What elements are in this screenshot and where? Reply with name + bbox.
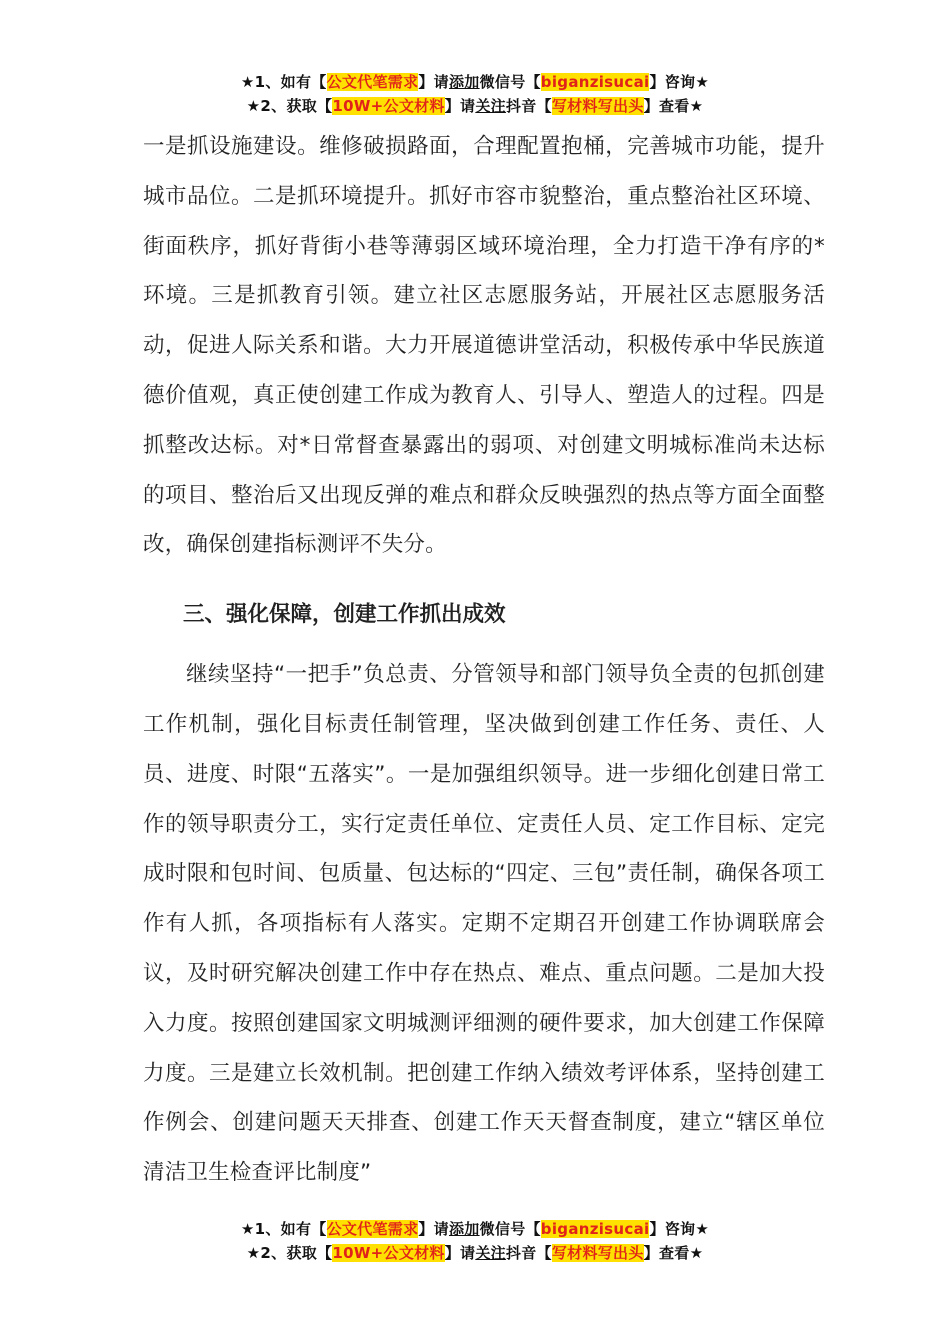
banner-line-2 (0, 94, 950, 118)
spacer (143, 570, 825, 580)
banner-underline: 添加 (448, 73, 480, 91)
banner-text: 】咨询★ (649, 73, 710, 91)
banner-text: 】请 (418, 1220, 449, 1238)
banner-text: 抖音【 (505, 1244, 552, 1262)
douyin-id-highlight: 写材料写出头 (551, 1244, 644, 1262)
banner-text: 】查看★ (643, 97, 704, 115)
banner-text: 】请 (444, 97, 476, 115)
banner-text: 】请 (444, 1244, 476, 1262)
paragraph-1: 一是抓设施建设。维修破损路面，合理配置抱桶，完善城市功能，提升城市品位。二是抓环境提升。抓好市容市貌整治，重点整治社区环境、街面秩序，抓好背街小巷等薄弱区域环境治理，全力打造干净有序的*环境。三是抓教育引领。建立社区志愿服务站，开展社区志愿服务活动，促进人际关系和谐。大力开展道德讲堂活动，积极传承中华民族道德价值观，真正使创建工作成为教育人、引导人、塑造人的过程。四是抓整改达标。对*日常督查暴露出的弱项、对创建文明城标准尚未达标的项目、整治后又出现反弹的难点和群众反映强烈的热点等方面全面整改，确保创建指标测评不失分。 (143, 134, 825, 558)
header-banner (0, 70, 950, 118)
paragraph-2: 继续坚持“一把手”负总责、分管领导和部门领导负全责的包抓创建工作机制，强化目标责任制管理，坚决做到创建工作任务、责任、人员、进度、时限“五落实”。一是加强组织领导。进一步细化创建日常工作的领导职责分工，实行定责任单位、定责任人员、定工作目标、定完成时限和包时间、包质量、包达标的“四定、三包”责任制，确保各项工作有人抓，各项指标有人落实。定期不定期召开创建工作协调联席会议，及时研究解决创建工作中存在热点、难点、重点问题。二是加大投入力度。按照创建国家文明城测评细测的硬件要求，加大创建工作保障力度。三是建立长效机制。把创建工作纳入绩效考评体系，坚持创建工作例会、创建问题天天排查、创建工作天天督查制度，建立“辖区单位清洁卫生检查评比制度” (143, 662, 825, 1186)
banner-highlight: 公文代笔需求 (326, 73, 419, 91)
spacer (143, 640, 825, 650)
banner-text: 】请 (418, 73, 449, 91)
wechat-id-highlight: biganzisucai (540, 73, 650, 91)
banner-highlight: 10W+公文材料 (332, 97, 445, 115)
banner-text: 】查看★ (643, 1244, 704, 1262)
banner-highlight: 10W+公文材料 (332, 1244, 445, 1262)
section-heading-3: 三、强化保障，创建工作抓出成效 (183, 602, 506, 628)
document-body (143, 122, 825, 1198)
banner-text: 抖音【 (505, 97, 552, 115)
banner-text: ★2、获取【 (246, 1244, 333, 1262)
banner-underline: 添加 (448, 1220, 480, 1238)
banner-text: ★1、如有【 (240, 1220, 327, 1238)
banner-text: ★1、如有【 (240, 73, 327, 91)
banner-underline: 关注 (475, 1244, 506, 1262)
banner-line-1 (0, 70, 950, 94)
banner-text: ★2、获取【 (246, 97, 333, 115)
banner-text: 微信号【 (479, 1220, 541, 1238)
banner-line-2 (0, 1241, 950, 1265)
douyin-id-highlight: 写材料写出头 (551, 97, 644, 115)
banner-highlight: 公文代笔需求 (326, 1220, 419, 1238)
wechat-id-highlight: biganzisucai (540, 1220, 650, 1238)
banner-line-1 (0, 1217, 950, 1241)
footer-banner (0, 1217, 950, 1265)
banner-text: 微信号【 (479, 73, 541, 91)
banner-underline: 关注 (475, 97, 506, 115)
banner-text: 】咨询★ (649, 1220, 710, 1238)
